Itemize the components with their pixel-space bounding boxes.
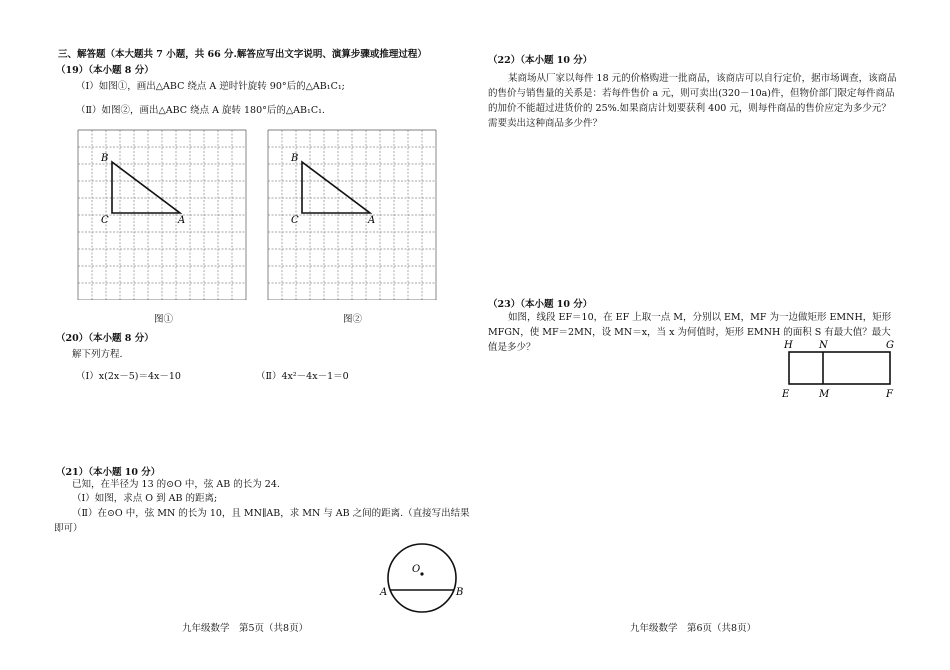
- q20-part2: （Ⅱ）4x²－4x－1＝0: [256, 371, 349, 382]
- q21-heading: （21）（本小题 10 分）: [56, 467, 161, 478]
- circle-figure: [376, 538, 468, 618]
- label-o: O: [412, 564, 421, 575]
- q20-heading: （20）（本小题 8 分）: [56, 333, 154, 344]
- label-h: H: [784, 340, 793, 351]
- label-m: M: [819, 389, 830, 400]
- q21-part1: （Ⅰ）如图，求点 O 到 AB 的距离;: [72, 493, 218, 504]
- figure-1-caption: 图①: [154, 314, 174, 325]
- label-e: E: [782, 389, 790, 400]
- center-point: [420, 572, 423, 575]
- label-b: B: [456, 587, 464, 598]
- q19-part2: （Ⅱ）如图②，画出△ABC 绕点 A 旋转 180°后的△AB₁C₁.: [76, 105, 325, 116]
- grid-figure-1: [74, 128, 250, 300]
- label-b: B: [101, 153, 109, 164]
- q21-part2: （Ⅱ）在⊙O 中，弦 MN 的长为 10，且 MN∥AB，求 MN 与 AB 之间的距离.（直接写出结果: [72, 508, 470, 519]
- triangle-abc: [302, 162, 370, 213]
- label-c: C: [291, 215, 299, 226]
- left-page-footer: 九年级数学 第5页（共8页）: [182, 623, 309, 634]
- circle-o: [388, 544, 456, 612]
- label-a: A: [380, 587, 388, 598]
- q20-part1: （Ⅰ）x(2x－5)＝4x－10: [76, 371, 181, 382]
- right-page-footer: 九年级数学 第6页（共8页）: [630, 623, 757, 634]
- section-header: 三、解答题（本大题共 7 小题，共 66 分.解答应写出文字说明、演算步骤或推理过程）: [58, 49, 427, 60]
- label-g: G: [886, 340, 894, 351]
- grid-figure-2: [264, 128, 440, 300]
- label-b: B: [291, 153, 299, 164]
- q19-part1: （Ⅰ）如图①，画出△ABC 绕点 A 逆时针旋转 90°后的△AB₁C₁;: [76, 81, 345, 92]
- label-a: A: [368, 215, 376, 226]
- q19-heading: （19）（本小题 8 分）: [56, 65, 154, 76]
- figure-2-caption: 图②: [343, 314, 363, 325]
- q20-intro: 解下列方程.: [72, 349, 123, 360]
- q22-heading: （22）（本小题 10 分）: [488, 55, 593, 66]
- q23-body: 如图，线段 EF＝10，在 EF 上取一点 M，分别以 EM，MF 为一边做矩形 EMNH，矩形 MFGN，使 MF＝2MN，设 MN＝x，当 x 为何值时，矩形 EMNH 的面积 S 有最大值？最大值是多少？: [488, 312, 892, 353]
- q23-heading: （23）（本小题 10 分）: [488, 299, 593, 310]
- label-a: A: [178, 215, 186, 226]
- q21-part2-cont: 即可）: [54, 523, 83, 534]
- q22-body: 某商场从厂家以每件 18 元的价格购进一批商品，该商店可以自行定价，据市场调查，该商品的售价与销售量的关系是：若每件售价 a 元，则可卖出(320－10a)件，但物价部门限定每件商品的加价不能超过进货价的 25%.如果商店计划要获利 400 元，则每件商品的售价应定为多少元？需要卖出这种商品多少件？: [488, 73, 897, 129]
- triangle-abc: [112, 162, 180, 213]
- q21-line1: 已知，在半径为 13 的⊙O 中，弦 AB 的长为 24.: [72, 479, 280, 490]
- rectangle-figure: [778, 338, 900, 402]
- label-f: F: [886, 389, 893, 400]
- rectangle-efgh: [789, 352, 890, 384]
- label-c: C: [101, 215, 109, 226]
- label-n: N: [819, 340, 828, 351]
